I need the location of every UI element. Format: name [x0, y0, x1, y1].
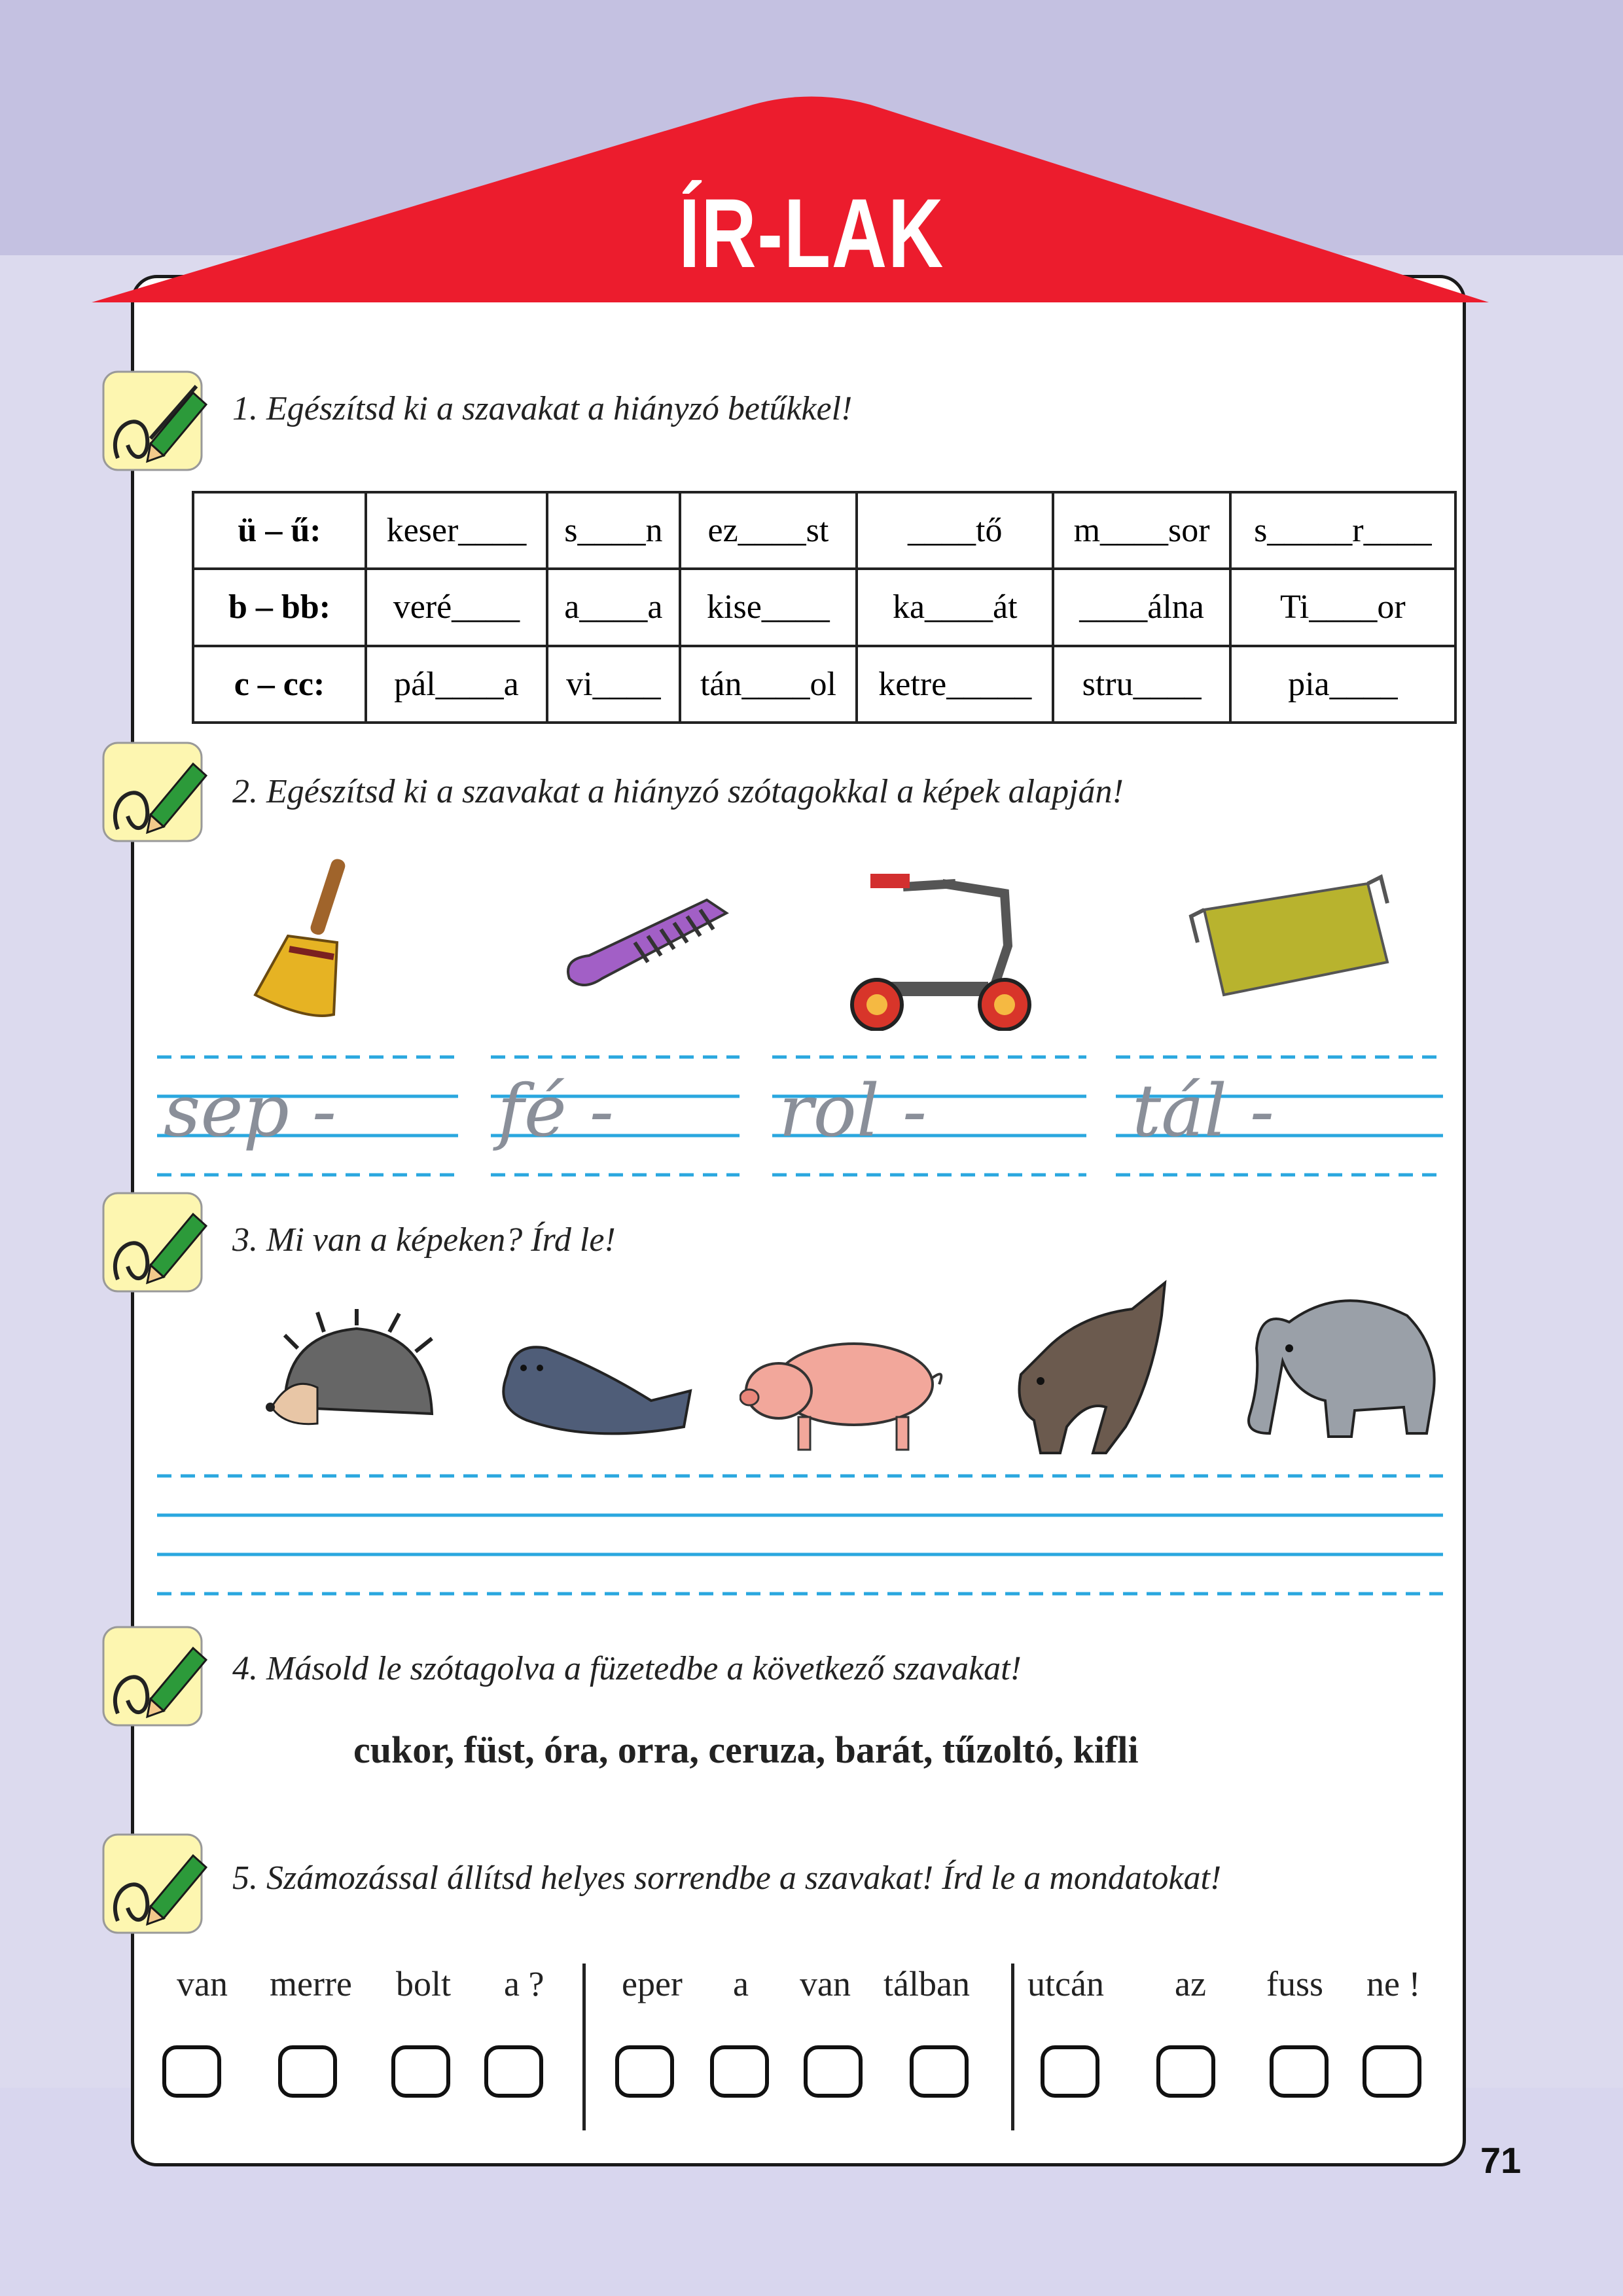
wolf-picture	[1001, 1276, 1185, 1460]
word-cell[interactable]: ez____st	[680, 492, 857, 569]
row-header: c – cc:	[193, 646, 366, 723]
word-cell[interactable]: tán____ol	[680, 646, 857, 723]
word-cell[interactable]: ____álna	[1053, 569, 1230, 645]
task-3-instruction: 3. Mi van a képeken? Írd le!	[232, 1221, 616, 1259]
pencil-icon	[98, 1188, 209, 1299]
table-row	[193, 492, 1455, 569]
task-2-writing-lines	[151, 1047, 1472, 1185]
page-number: 71	[1480, 2140, 1522, 2181]
scooter-picture	[844, 854, 1047, 1031]
word-cell[interactable]: ka____át	[857, 569, 1053, 645]
task-1-instruction: 1. Egészítsd ki a szavakat a hiányzó betűkkel!	[232, 390, 853, 427]
elephant-picture	[1230, 1283, 1453, 1453]
hedgehog-picture	[259, 1309, 442, 1440]
tray-picture	[1185, 870, 1394, 1008]
word-item: van	[800, 1964, 851, 2003]
comb-picture	[556, 887, 740, 992]
word-item: az	[1175, 1964, 1206, 2003]
group-divider	[1011, 1964, 1014, 2130]
syllable-tal: tál -	[1132, 1069, 1275, 1153]
word-cell[interactable]: a____a	[547, 569, 680, 645]
word-item: eper	[622, 1964, 683, 2003]
word-item: a	[733, 1964, 749, 2003]
word-cell[interactable]: pia____	[1230, 646, 1455, 723]
number-box[interactable]	[484, 2045, 543, 2098]
number-box[interactable]	[1041, 2045, 1099, 2098]
word-cell[interactable]: keser____	[366, 492, 547, 569]
row-header: b – bb:	[193, 569, 366, 645]
word-cell[interactable]: s_____r____	[1230, 492, 1455, 569]
number-box[interactable]	[615, 2045, 674, 2098]
pencil-icon	[98, 1622, 209, 1733]
word-item: ne !	[1366, 1964, 1421, 2003]
word-item: bolt	[396, 1964, 452, 2003]
word-cell[interactable]: s____n	[547, 492, 680, 569]
word-cell[interactable]: ketre_____	[857, 646, 1053, 723]
word-cell[interactable]: pál____a	[366, 646, 547, 723]
task-2-instruction: 2. Egészítsd ki a szavakat a hiányzó szótagokkal a képek alapján!	[232, 773, 1124, 810]
group-divider	[582, 1964, 586, 2130]
word-cell[interactable]: ____tő	[857, 492, 1053, 569]
word-item: merre	[270, 1964, 352, 2003]
pencil-icon	[98, 738, 209, 849]
word-cell[interactable]: Ti____or	[1230, 569, 1455, 645]
syllable-fe: fé -	[497, 1069, 614, 1153]
syllable-rol: rol -	[779, 1069, 927, 1153]
number-box[interactable]	[278, 2045, 337, 2098]
word-item: utcán	[1027, 1964, 1104, 2003]
word-cell[interactable]: stru____	[1053, 646, 1230, 723]
pencil-icon	[98, 367, 209, 478]
task-3-writing-lines	[151, 1466, 1472, 1597]
row-header: ü – ű:	[193, 492, 366, 569]
word-cell[interactable]: m____sor	[1053, 492, 1230, 569]
broom-picture	[242, 851, 373, 1021]
number-box[interactable]	[910, 2045, 969, 2098]
word-item: tálban	[883, 1964, 970, 2003]
number-box[interactable]	[804, 2045, 863, 2098]
page-title: ÍR-LAK	[679, 178, 944, 288]
number-box[interactable]	[1156, 2045, 1215, 2098]
words-to-copy: cukor, füst, óra, orra, ceruza, barát, tűzoltó, kifli	[353, 1729, 1139, 1771]
number-box[interactable]	[391, 2045, 450, 2098]
pig-picture	[740, 1329, 949, 1453]
number-box[interactable]	[1363, 2045, 1421, 2098]
syllable-sep: sep -	[164, 1069, 337, 1153]
word-item: van	[177, 1964, 228, 2003]
word-cell[interactable]: vi____	[547, 646, 680, 723]
letters-table	[192, 491, 1457, 724]
number-box[interactable]	[162, 2045, 221, 2098]
number-box[interactable]	[710, 2045, 769, 2098]
number-box[interactable]	[1270, 2045, 1329, 2098]
word-cell[interactable]: kise____	[680, 569, 857, 645]
word-item: fuss	[1266, 1964, 1324, 2003]
task-4-instruction: 4. Másold le szótagolva a füzetedbe a következő szavakat!	[232, 1650, 1022, 1687]
task-5-instruction: 5. Számozással állítsd helyes sorrendbe a szavakat! Írd le a mondatokat!	[232, 1859, 1222, 1897]
table-row	[193, 646, 1455, 723]
table-row	[193, 569, 1455, 645]
word-cell[interactable]: veré____	[366, 569, 547, 645]
word-item: a ?	[504, 1964, 544, 2003]
seal-picture	[488, 1329, 697, 1440]
pencil-icon	[98, 1829, 209, 1941]
